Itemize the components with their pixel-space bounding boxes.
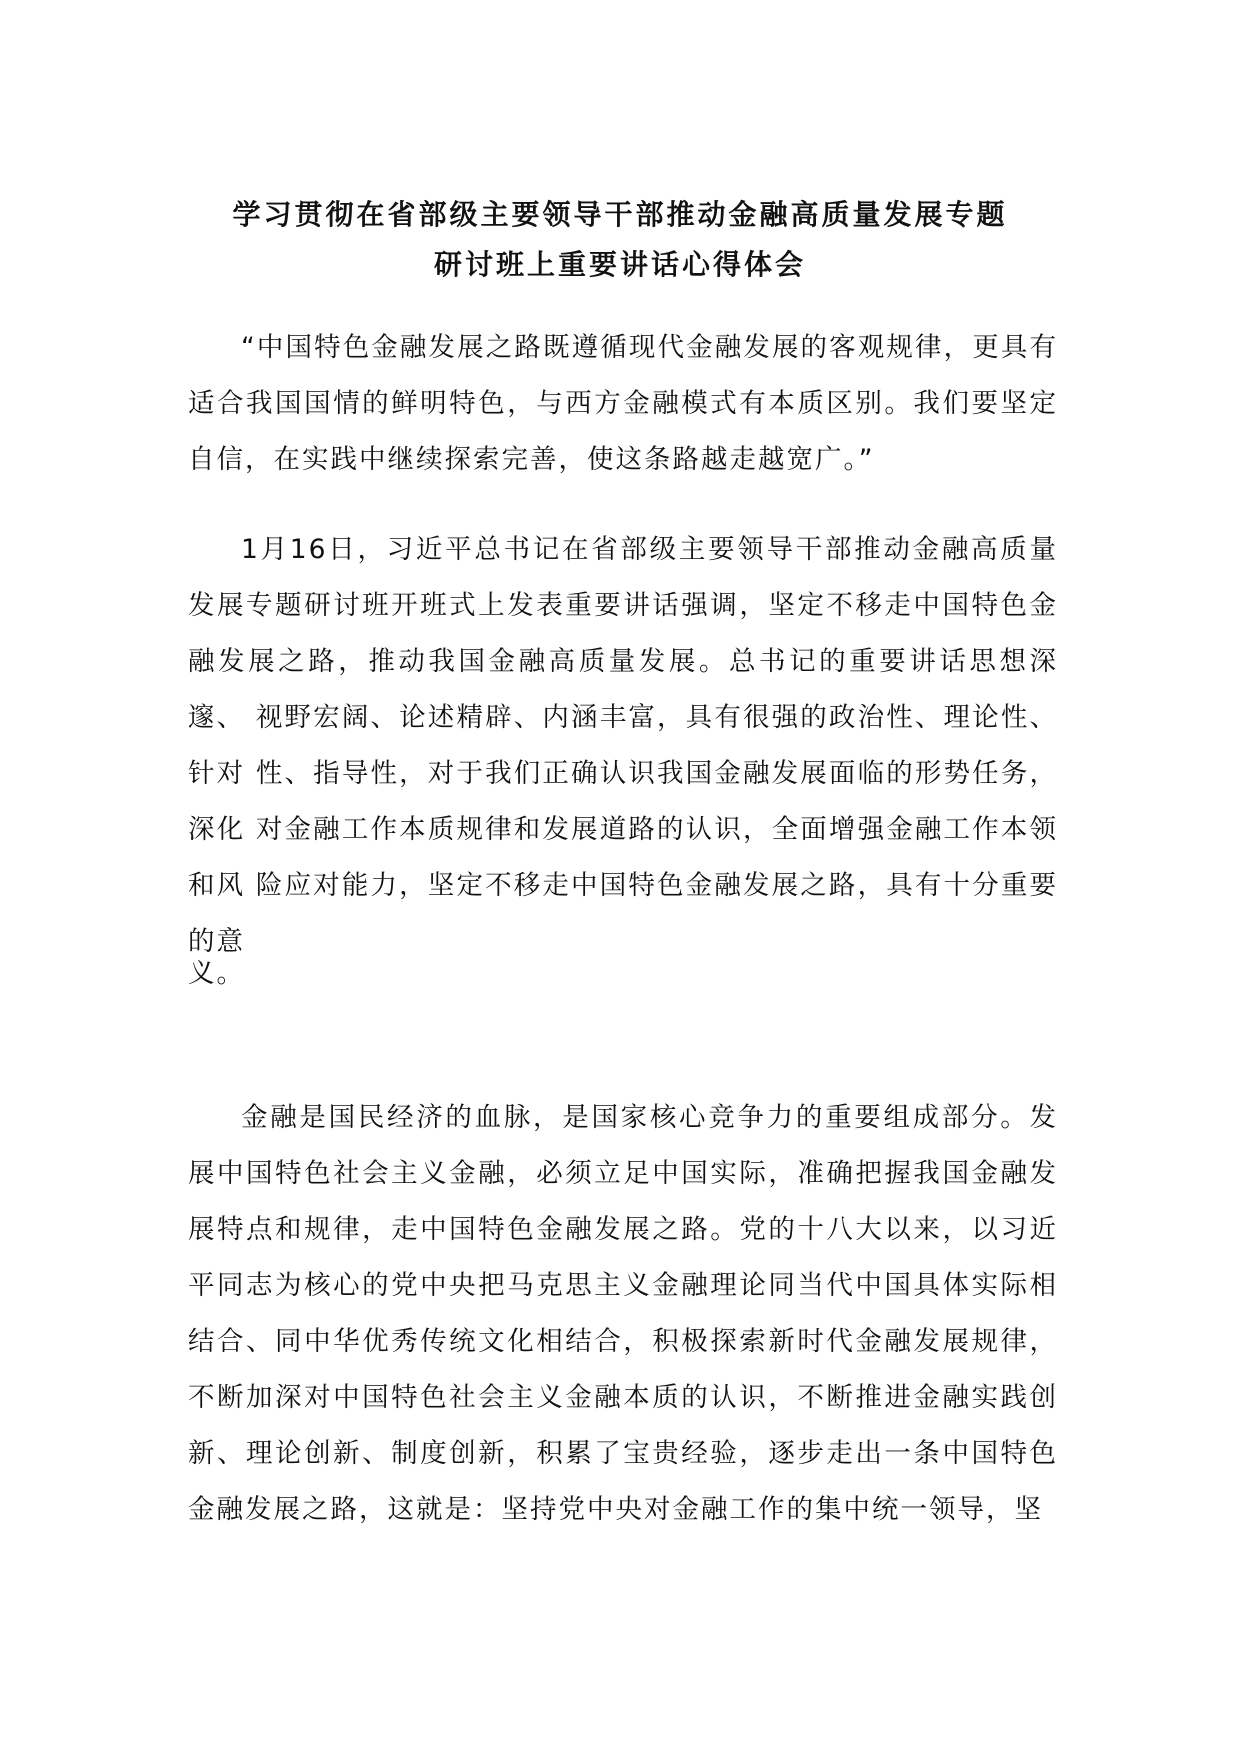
finance-paragraph: 金融是国民经济的血脉，是国家核心竞争力的重要组成部分。发展中国特色社会主义金融，必须立足中国实际，准确把握我国金融发展特点和规律，走中国特色金融发展之路。党的十八大以来，以习近平同志为核心的党中央把马克思主义金融理论同当代中国具体实际相结合、同中华优秀传统文化相结合，积极探索新时代金融发展规律，不断加深对中国特色社会主义金融本质的认识，不断推进金融实践创新、理论创新、制度创新，积累了宝贵经验，逐步走出一条中国特色金融发展之路，这就是：坚持党中央对金融工作的集中统一领导，坚 [188,1102,1058,1525]
title-line-2: 研讨班上重要讲话心得体会 [433,248,806,281]
document-title [190,190,1050,290]
title-line-1: 学习贯彻在省部级主要领导干部推动金融高质量发展专题 [232,198,1008,231]
speech-paragraph: 1月16日，习近平总书记在省部级主要领导干部推动金融高质量 发展专题研讨班开班式上发表重要讲话强调，坚定不移走中国特色金 融发展之路，推动我国金融高质量发展。总书记的重要讲话思想深邃、 视野宏阔、论述精辟、内涵丰富，具有很强的政治性、理论性、针对 性、指导性，对于我们正确认识我国金融发展面临的形势任务，深化 对金融工作本质规律和发展道路的认识，全面增强金融工作本领和风 险应对能力，坚定不移走中国特色金融发展之路，具有十分重要的意 [188,534,1058,957]
speech-paragraph-end: 义。 [188,958,245,989]
quote-paragraph: “中国特色金融发展之路既遵循现代金融发展的客观规律，更具有适合我国国情的鲜明特色，与西方金融模式有本质区别。我们要坚定自信，在实践中继续探索完善，使这条路越走越宽广。” [188,332,1058,475]
